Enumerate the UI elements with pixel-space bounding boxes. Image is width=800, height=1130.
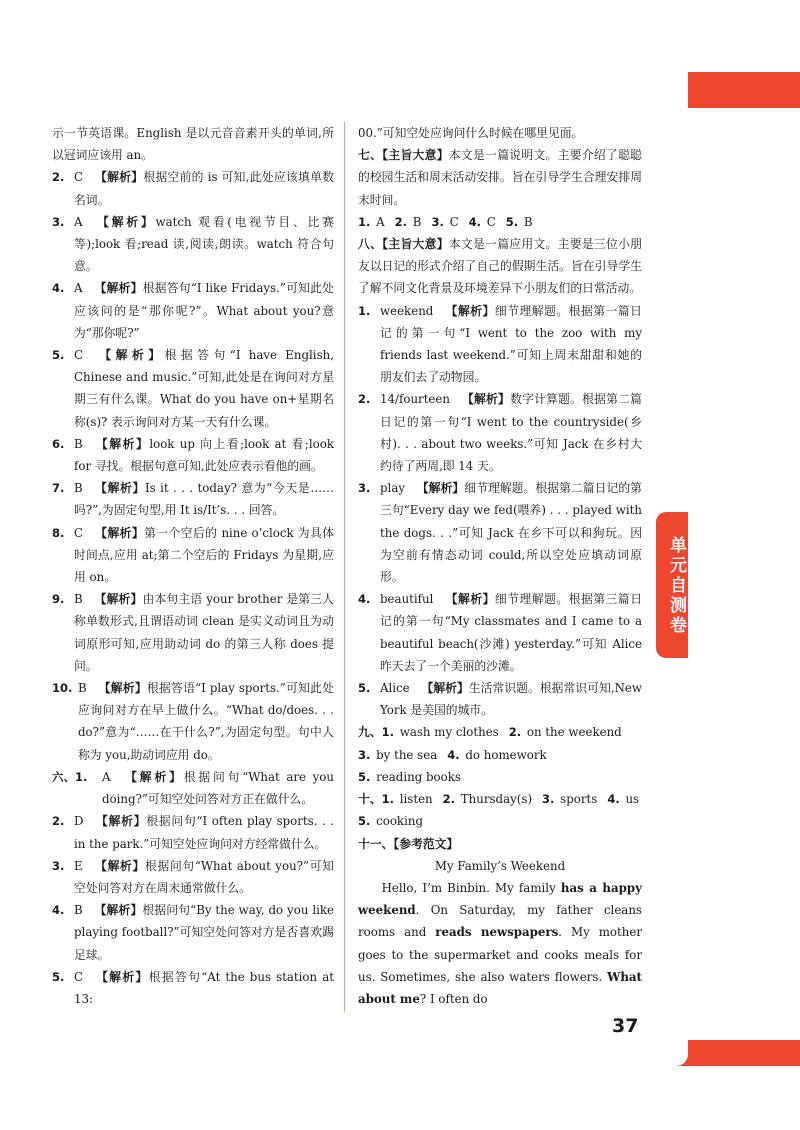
- item-explanation: Is it . . . today? 意为“今天是……吗?”,为固定句型,用 It is/It’s. . . 回答。: [74, 481, 334, 518]
- item-answer: E: [74, 858, 95, 873]
- part7-answer-row: [358, 211, 642, 233]
- part7-summary: [358, 144, 642, 211]
- item-answer: A: [102, 769, 123, 784]
- item-answer: B: [74, 903, 95, 918]
- item-number: 3.: [358, 481, 371, 496]
- left-column: [52, 122, 334, 1010]
- part8-summary: [358, 233, 642, 300]
- item-explanation: 根据答句“At the bus station at 13:: [74, 969, 334, 1006]
- item-answer: A: [74, 214, 95, 229]
- analysis-tag: 【解析】: [445, 303, 495, 318]
- part5-answer-list: [52, 166, 334, 765]
- part6-answer-list: [52, 766, 334, 1010]
- item-explanation: 根据答句“I like Fridays.”可知此处应该问的是“那你呢?”。What about you?意为“那你呢?”: [74, 281, 334, 340]
- item-explanation: 根据空前的 is 可知,此处应该填单数名词。: [74, 170, 334, 207]
- item-number: 六、1.: [52, 769, 88, 784]
- item-number: 1.: [381, 792, 394, 807]
- answer-item: [358, 477, 642, 588]
- answer-item: [52, 855, 334, 899]
- item-number: 2.: [52, 814, 65, 829]
- item-number: 4.: [52, 281, 65, 296]
- essay-text: . On Saturday, my father cleans rooms and: [358, 903, 642, 940]
- answer-row: [358, 788, 642, 810]
- item-number: 5.: [358, 814, 371, 829]
- item-body: [74, 899, 334, 966]
- item-body: [74, 966, 334, 1010]
- item-body: [74, 855, 334, 899]
- section-label: 十、: [358, 792, 382, 807]
- item-explanation: look up 向上看;look at 看;look for 寻找。根据句意可知,此处应表示看他的画。: [74, 436, 334, 474]
- part8-answer-list: [358, 300, 642, 722]
- item-number: 3.: [542, 792, 555, 807]
- side-tab-label: 单元自测卷: [666, 536, 686, 636]
- analysis-tag: 【解析】: [122, 769, 184, 784]
- item-number: 1.: [358, 303, 371, 318]
- item-body: [74, 477, 334, 521]
- analysis-tag: 【解析】: [94, 281, 143, 296]
- part9-answer-block: [358, 721, 642, 788]
- item-answer: sports: [556, 792, 598, 807]
- analysis-tag: 【解析】: [94, 525, 145, 540]
- item-answer: 14/fourteen: [380, 392, 462, 407]
- item-answer: wash my clothes: [395, 725, 499, 740]
- right-column: [358, 122, 642, 1010]
- item-answer: B: [74, 592, 95, 607]
- answer-item: [52, 966, 334, 1010]
- item-number: 4.: [52, 903, 65, 918]
- item-answer: cooking: [372, 814, 424, 829]
- item-answer: B: [409, 214, 422, 229]
- answer-item: [52, 277, 334, 344]
- item-explanation: 根据问句“What about you?”可知空处问答对方在周末通常做什么。: [74, 858, 334, 895]
- item-answer: C: [74, 348, 95, 363]
- answer-item: [52, 899, 334, 966]
- item-answer: Alice: [380, 681, 422, 696]
- analysis-tag: 【解析】: [94, 436, 150, 451]
- item-number: 2.: [358, 392, 371, 407]
- item-answer: Thursday(s): [457, 792, 533, 807]
- essay-text: . My mother goes to the supermarket and cooks meals for us. Sometimes, she also waters flowers.: [358, 925, 642, 984]
- answer-item: [358, 588, 642, 677]
- item-number: 5.: [52, 348, 65, 363]
- item-explanation: 由本句主语 your brother 是第三人称单数形式,且谓语动词 clean 是实义动词且为动词原形可知,应用助动词 do 的第三人称 does 提问。: [74, 592, 334, 673]
- item-body: [74, 588, 334, 677]
- item-body: [74, 166, 334, 210]
- item-number: 5.: [358, 769, 371, 784]
- item-answer: B: [74, 436, 95, 451]
- essay-key-phrase: reads newspapers: [435, 925, 559, 940]
- answer-item: [52, 344, 334, 433]
- item-explanation: 数字计算题。根据第二篇日记的第一句“I went to the countryside(乡村). . . about two weeks.”可知 Jack 在乡村大约待了两周,即 14 天。: [380, 392, 642, 474]
- item-answer: C: [445, 214, 459, 229]
- item-body: [380, 300, 642, 389]
- item-number: 2.: [442, 792, 456, 807]
- item-answer: B: [520, 214, 533, 229]
- item-explanation: 根据问句“By the way, do you like playing football?”可知空处问答对方是否喜欢踢足球。: [74, 903, 334, 962]
- item-explanation: 根据答句“I have English, Chinese and music.”可知,此处是在询问对方星期三有什么课。What do you have on+星期名称(s)? 表示询问对方某一天有什么课。: [74, 348, 334, 429]
- unit-test-side-tab: [656, 512, 688, 658]
- analysis-tag: 【解析】: [95, 814, 147, 829]
- item-answer: us: [621, 792, 640, 807]
- item-body: [380, 477, 642, 588]
- item-body: [74, 433, 334, 477]
- analysis-tag: 【解析】: [98, 681, 147, 696]
- item-body: [78, 677, 334, 766]
- answer-item: [358, 677, 642, 721]
- essay-body: [358, 877, 642, 1010]
- item-answer: B: [74, 481, 95, 496]
- item-number: 9.: [52, 592, 65, 607]
- answer-item: [52, 166, 334, 210]
- answer-row: [358, 744, 642, 766]
- item-body: [74, 810, 334, 854]
- item-explanation: 根据答语“I play sports.”可知此处应询问对方在早上做什么。“What do/does. . . do?”意为“……在干什么?”,为固定句型。句中人称为 you,助动词应用 do。: [78, 681, 334, 762]
- analysis-tag: 【解析】: [94, 858, 145, 873]
- item-answer: reading books: [372, 769, 461, 784]
- answer-item: [358, 388, 642, 477]
- item-number: 6.: [52, 436, 65, 451]
- item-answer: C: [74, 525, 95, 540]
- item-body: [380, 588, 642, 677]
- item-body: [74, 211, 334, 278]
- item-number: 5.: [52, 969, 65, 984]
- analysis-tag: 【解析】: [94, 592, 143, 607]
- item-number: 10.: [52, 681, 73, 696]
- item-answer: D: [74, 814, 96, 829]
- part11-label: 十一、【参考范文】: [358, 836, 459, 851]
- item-answer: by the sea: [372, 747, 438, 762]
- analysis-tag: 【解析】: [94, 214, 156, 229]
- item-body: [74, 277, 334, 344]
- essay-title: My Family’s Weekend: [434, 858, 566, 873]
- item-number: 4.: [607, 792, 620, 807]
- item-number: 4.: [358, 592, 371, 607]
- item-number: 8.: [52, 525, 65, 540]
- item-number: 3.: [52, 214, 65, 229]
- item-explanation: 生活常识题。根据常识可知,New York 是美国的城市。: [380, 681, 642, 718]
- analysis-tag: 【解析】: [94, 170, 144, 185]
- item-explanation: 根据问句“I often play sports. . . in the park.”可知空处应询问对方经常做什么。: [74, 814, 334, 851]
- analysis-tag: 【解析】: [94, 348, 165, 363]
- answer-item: [52, 588, 334, 677]
- item-explanation: 细节理解题。根据第三篇日记的第一句“My classmates and I came to a beautiful beach(沙滩) yesterday.”可知 Alice 昨天去了一个美丽的沙滩。: [380, 592, 642, 673]
- analysis-tag: 【解析】: [94, 969, 149, 984]
- item-number: 2.: [394, 214, 408, 229]
- essay-text: ? I often do: [419, 991, 488, 1006]
- answer-item: [52, 477, 334, 521]
- item-answer: A: [74, 281, 95, 296]
- item-answer: C: [482, 214, 496, 229]
- item-answer: do homework: [461, 747, 547, 762]
- item-number: 3.: [431, 214, 444, 229]
- item-number: 5.: [505, 214, 519, 229]
- item-number: 1.: [381, 725, 394, 740]
- item-number: 3.: [52, 858, 65, 873]
- item-answer: C: [74, 170, 95, 185]
- item-explanation: 根据问句“What are you doing?”可知空处问答对方正在做什么。: [102, 769, 334, 807]
- answer-row: [358, 766, 642, 788]
- intro-text: 示一节英语课。English 是以元音音素开头的单词,所以冠词应该用 an。: [52, 126, 334, 163]
- item-number: 4.: [447, 747, 460, 762]
- answer-item: [52, 810, 334, 854]
- answer-item: [52, 433, 334, 477]
- page-number: 37: [612, 1015, 639, 1037]
- part8-text: 本文是一篇应用文。主要是三位小朋友以日记的形式介绍了自己的假期生活。旨在引导学生了解不同文化背景及环境差异下小朋友们的日常活动。: [358, 237, 642, 296]
- essay-text: Hello, I’m Binbin. My family: [381, 880, 561, 895]
- section-label: 九、: [358, 725, 382, 740]
- item-body: [74, 344, 334, 433]
- analysis-tag: 【解析】: [94, 481, 145, 496]
- answer-item: [52, 211, 334, 278]
- item-answer: C: [74, 969, 95, 984]
- column-divider: [344, 122, 345, 1012]
- item-answer: weekend: [380, 303, 446, 318]
- item-number: 2.: [508, 725, 522, 740]
- essay-key-phrase: has a happy weekend: [358, 880, 642, 918]
- continuation-text: 00.”可知空处应询问什么时候在哪里见面。: [358, 126, 584, 140]
- item-number: 2.: [52, 170, 65, 185]
- item-number: 4.: [468, 214, 481, 229]
- part7-text: 本文是一篇说明文。主要介绍了聪聪的校园生活和周末活动安排。旨在引导学生合理安排周末时间。: [358, 148, 642, 207]
- item-body: [380, 677, 642, 721]
- item-explanation: 细节理解题。根据第二篇日记的第三句“Every day we fed(喂养) . . . played with the dogs. . .”可知 Jack 在乡下可以和狗玩。因为空前有情态动词 could,所以空处应填动词原形。: [380, 481, 642, 585]
- item-body: [74, 522, 334, 589]
- item-answer: B: [78, 681, 99, 696]
- item-number: 1.: [358, 214, 371, 229]
- item-answer: listen: [395, 792, 433, 807]
- analysis-tag: 【解析】: [94, 903, 143, 918]
- answer-row: [358, 810, 642, 832]
- part8-label: 八、【主旨大意】: [358, 237, 449, 252]
- analysis-tag: 【解析】: [421, 681, 469, 696]
- part10-answer-block: [358, 788, 642, 832]
- answer-item: [52, 677, 334, 766]
- item-explanation: watch 观看(电视节目、比赛等);look 看;read 读,阅读,朗读。watch 符合句意。: [74, 214, 334, 274]
- item-number: 3.: [358, 747, 371, 762]
- analysis-tag: 【解析】: [461, 392, 511, 407]
- answer-item: [358, 300, 642, 389]
- item-answer: play: [380, 481, 417, 496]
- item-answer: A: [372, 214, 385, 229]
- answer-item: [52, 522, 334, 589]
- item-body: [102, 766, 334, 810]
- item-number: 7.: [52, 481, 65, 496]
- part7-label: 七、【主旨大意】: [358, 148, 449, 163]
- analysis-tag: 【解析】: [416, 481, 465, 496]
- item-number: 5.: [358, 681, 371, 696]
- item-body: [380, 388, 642, 477]
- answer-item: [52, 766, 334, 810]
- analysis-tag: 【解析】: [445, 592, 495, 607]
- item-answer: on the weekend: [523, 725, 622, 740]
- essay-key-phrase: What about me: [358, 969, 642, 1006]
- item-answer: beautiful: [380, 592, 446, 607]
- item-explanation: 第一个空后的 nine o’clock 为具体时间点,应用 at;第二个空后的 Fridays 为星期,应用 on。: [74, 525, 334, 585]
- item-explanation: 细节理解题。根据第一篇日记的第一句“I went to the zoo with my friends last weekend.”可知上周末甜甜和她的朋友们去了动物园。: [380, 303, 642, 385]
- answer-row: [358, 721, 642, 743]
